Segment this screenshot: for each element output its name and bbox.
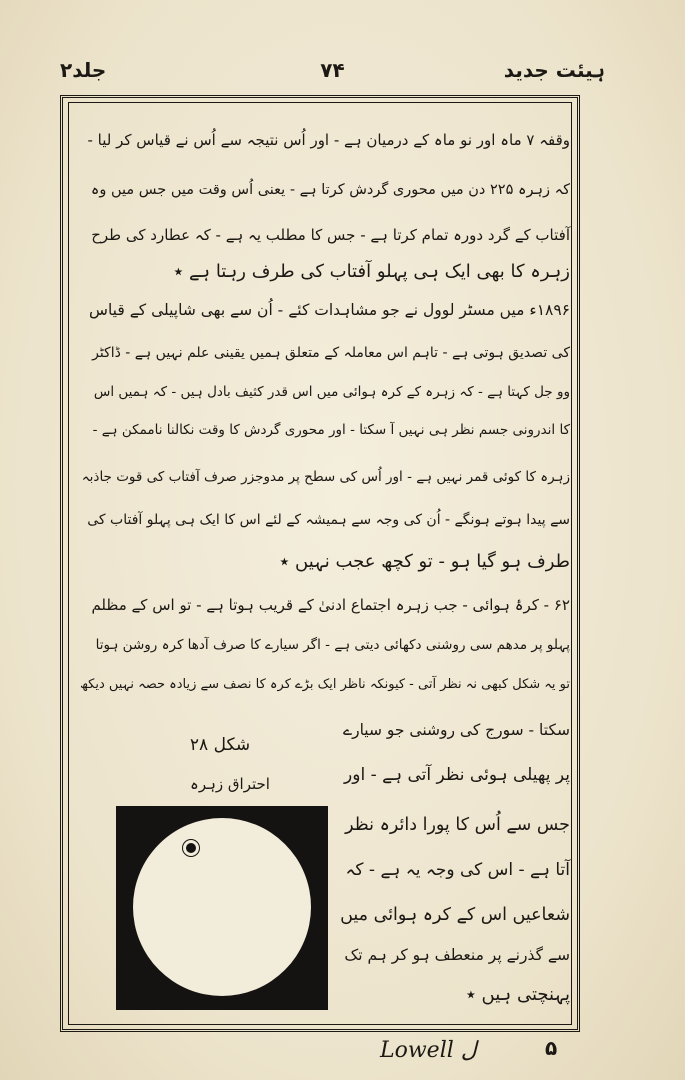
body-line: طرف ہو گیا ہو - تو کچھ عجب نہیں ٭ — [279, 551, 570, 572]
footnote-marker: ۵ — [545, 1036, 558, 1060]
page-number: ۷۴ — [320, 58, 345, 82]
body-line: تو یہ شکل کبھی نہ نظر آتی - کیونکہ ناظر ایک بڑے کرہ کا نصف سے زیادہ حصہ نہیں دیکھ — [79, 677, 570, 692]
body-line: زہرہ کا کوئی قمر نہیں ہے - اور اُس کی سطح پر مدوجزر صرف آفتاب کی قوت جاذبہ — [81, 469, 570, 485]
side-line: شعاعیں اس کے کرہ ہوائی میں — [340, 905, 570, 925]
body-line: ۱۸۹۶ء میں مسٹر لوول نے جو مشاہدات کئے - اُن سے بھی شاپیلی کے قیاس — [89, 301, 570, 319]
body-line: سے پیدا ہوتے ہونگے - اُن کی وجہ سے ہمیشہ کے لئے اس کا ایک ہی پہلو آفتاب کی — [87, 512, 570, 528]
body-line: پہلو پر مدھم سی روشنی دکھائی دیتی ہے - اگر سیارے کا صرف آدھا کرہ روشن ہوتا — [95, 637, 570, 653]
body-line: کہ زہرہ ۲۲۵ دن میں محوری گردش کرتا ہے - یعنی اُس وقت میں جس میں وہ — [90, 182, 570, 198]
body-line: آفتاب کے گرد دورہ تمام کرتا ہے - جس کا مطلب یہ ہے - کہ عطارد کی طرح — [91, 226, 570, 244]
footnote-text: Lowell ل — [380, 1038, 477, 1063]
side-line: پر پھیلی ہوئی نظر آتی ہے - اور — [344, 765, 570, 785]
side-line: جس سے اُس کا پورا دائرہ نظر — [345, 815, 570, 835]
side-line: سکتا - سورج کی روشنی جو سیارے — [343, 721, 570, 739]
side-line: آتا ہے - اس کی وجہ یہ ہے - کہ — [345, 860, 570, 880]
body-line: زہرہ کا بھی ایک ہی پہلو آفتاب کی طرف رہتا ہے ٭ — [173, 261, 570, 282]
body-line: کی تصدیق ہوتی ہے - تاہم اس معاملہ کے متعلق ہمیں یقینی علم نہیں ہے - ڈاکٹر — [92, 345, 570, 361]
body-line: ۶۲ - کرۂ ہوائی - جب زہرہ اجتماع ادنیٰ کے قریب ہوتا ہے - تو اس کے مظلم — [91, 596, 570, 614]
venus-spot — [186, 843, 196, 853]
body-line: کا اندرونی جسم نظر ہی نہیں آ سکتا - اور محوری گردش کا وقت نکالنا ناممکن ہے - — [92, 422, 570, 438]
side-line: پہنچتی ہیں ٭ — [466, 984, 570, 1005]
body-line: وقفہ ۷ ماہ اور نو ماہ کے درمیان ہے - اور اُس نتیجہ سے اُس نے قیاس کر لیا - — [87, 131, 570, 149]
figure-caption: احتراق زہرہ — [190, 775, 270, 793]
figure-label: شکل ۲۸ — [189, 735, 251, 755]
running-header — [60, 58, 605, 88]
volume-label: جلد۲ — [60, 58, 107, 82]
book-title: ہیئت جدید — [503, 58, 605, 82]
side-line: سے گذرنے پر منعطف ہو کر ہم تک — [344, 946, 570, 964]
venus-disc — [133, 818, 311, 996]
body-line: وو جل کہتا ہے - کہ زہرہ کے کرہ ہوائی میں اس قدر کثیف بادل ہیں - کہ ہمیں اس — [93, 384, 570, 400]
